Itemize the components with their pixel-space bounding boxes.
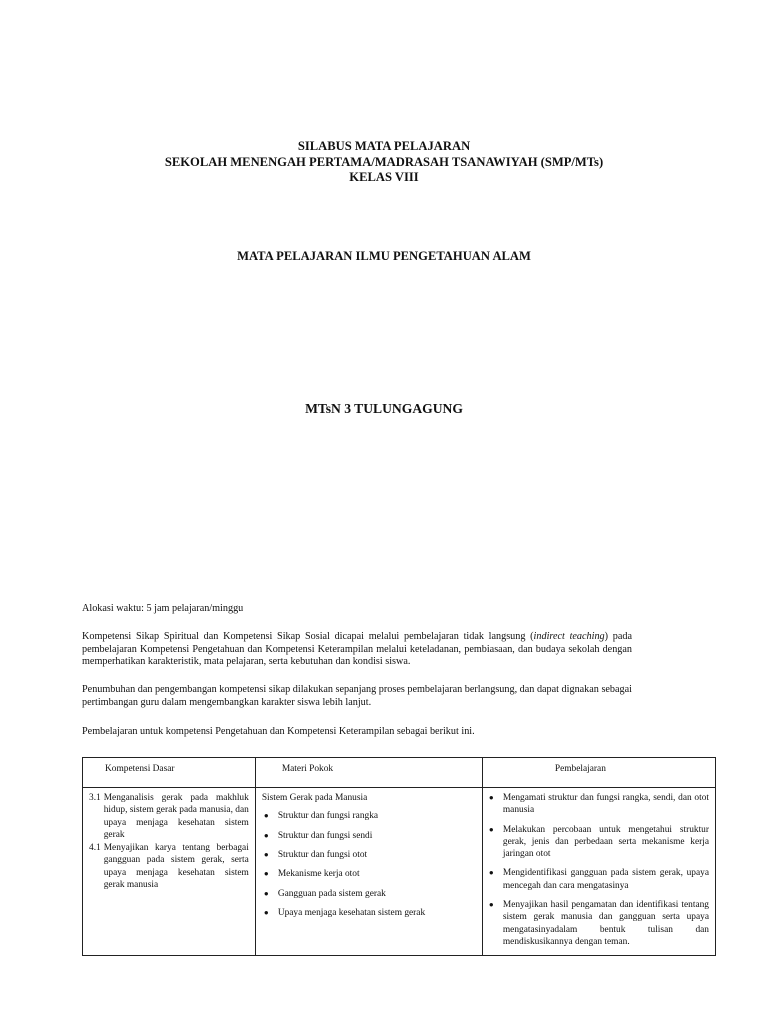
kompetensi-dasar-cell bbox=[83, 788, 256, 956]
bullet-icon: ● bbox=[263, 888, 269, 898]
list-item-text: Struktur dan fungsi otot bbox=[277, 850, 368, 861]
kd-number: 3.1 bbox=[89, 793, 101, 803]
header-kompetensi-dasar: Kompetensi Dasar bbox=[83, 758, 256, 788]
subject-title: MATA PELAJARAN ILMU PENGETAHUAN ALAM bbox=[237, 249, 531, 263]
list-item-text: Mekanisme kerja otot bbox=[277, 869, 360, 880]
header-pembelajaran: Pembelajaran bbox=[482, 758, 715, 788]
bullet-icon: ● bbox=[488, 824, 494, 834]
list-item bbox=[262, 868, 476, 880]
paragraph-1-after: ) pada pembelajaran Kompetensi Pengetahuan dan Kompetensi Keterampilan melalui keteladanan, pembiasaan, dan budaya sekolah dengan memperhatikan karakteristik, mata pelajaran, serta kebutuhan dan kondisi siswa. bbox=[82, 631, 632, 668]
pembelajaran-cell bbox=[482, 788, 715, 956]
bullet-icon: ● bbox=[263, 908, 269, 918]
list-item bbox=[262, 888, 476, 900]
pembelajaran-list bbox=[487, 792, 709, 948]
materi-pokok-title: Sistem Gerak pada Manusia bbox=[261, 793, 368, 803]
list-item-text: Melakukan percobaan untuk mengetahui struktur gerak, jenis dan perbedaan serta mekanisme kerja jaringan otot bbox=[502, 824, 709, 860]
bullet-icon: ● bbox=[263, 811, 269, 821]
list-item-text: Mengidentifikasi gangguan pada sistem gerak, upaya mencegah dan cara mengatasinya bbox=[502, 868, 709, 891]
list-item bbox=[262, 849, 476, 861]
paragraph-attitude-growth: Penumbuhan dan pengembangan kompetensi sikap dilakukan sepanjang proses pembelajaran berlangsung, dan dapat dignakan sebagai pertimbangan guru dalam mengembangkan karakter siswa lebih lanjut. bbox=[82, 684, 632, 708]
syllabus-header bbox=[0, 139, 768, 186]
materi-pokok-list bbox=[262, 810, 476, 919]
materi-pokok-cell bbox=[255, 788, 482, 956]
paragraph-table-intro: Pembelajaran untuk kompetensi Pengetahuan dan Kompetensi Keterampilan sebagai berikut ini. bbox=[82, 726, 475, 737]
list-item bbox=[262, 810, 476, 822]
bullet-icon: ● bbox=[263, 869, 269, 879]
header-line-3: KELAS VIII bbox=[349, 170, 419, 184]
time-allocation: Alokasi waktu: 5 jam pelajaran/minggu bbox=[82, 603, 244, 614]
list-item bbox=[262, 830, 476, 842]
school-name: MTsN 3 TULUNGAGUNG bbox=[305, 401, 463, 416]
list-item bbox=[487, 899, 709, 948]
bullet-icon: ● bbox=[488, 868, 494, 878]
list-item bbox=[262, 907, 476, 919]
list-item-text: Struktur dan fungsi sendi bbox=[277, 830, 373, 841]
header-line-1: SILABUS MATA PELAJARAN bbox=[297, 139, 471, 153]
syllabus-table bbox=[82, 757, 716, 956]
list-item-text: Gangguan pada sistem gerak bbox=[277, 888, 386, 899]
paragraph-1-before: Kompetensi Sikap Spiritual dan Kompetensi Sikap Sosial dicapai melalui pembelajaran tidak langsung ( bbox=[82, 631, 534, 642]
list-item-text: Upaya menjaga kesehatan sistem gerak bbox=[277, 908, 426, 919]
list-item bbox=[487, 792, 709, 817]
list-item-text: Menyajikan hasil pengamatan dan identifikasi tentang sistem gerak manusia dan gangguan serta upaya mengatasinyadalam bentuk tulisan dan mendiskusikannya dengan teman. bbox=[502, 900, 709, 947]
paragraph-attitude-competence bbox=[82, 631, 632, 669]
kd-number: 4.1 bbox=[89, 843, 101, 854]
paragraph-1-italic-term: indirect teaching bbox=[533, 631, 605, 642]
kompetensi-dasar-item bbox=[89, 842, 249, 891]
list-item bbox=[487, 824, 709, 861]
bullet-icon: ● bbox=[263, 830, 269, 840]
bullet-icon: ● bbox=[263, 850, 269, 860]
list-item-text: Mengamati struktur dan fungsi rangka, sendi, dan otot manusia bbox=[502, 793, 709, 816]
kd-text: Menganalisis gerak pada makhluk hidup, sistem gerak pada manusia, dan upaya menjaga kesehatan sistem gerak bbox=[103, 793, 249, 840]
bullet-icon: ● bbox=[488, 900, 494, 910]
kompetensi-dasar-item bbox=[89, 792, 249, 841]
list-item-text: Struktur dan fungsi rangka bbox=[277, 811, 379, 822]
header-materi-pokok: Materi Pokok bbox=[255, 758, 482, 788]
header-line-2: SEKOLAH MENENGAH PERTAMA/MADRASAH TSANAWIYAH (SMP/MTs) bbox=[164, 154, 604, 169]
bullet-icon: ● bbox=[488, 793, 494, 802]
table-header-row bbox=[83, 758, 716, 788]
table-row bbox=[83, 788, 716, 956]
list-item bbox=[487, 867, 709, 892]
kd-text: Menyajikan karya tentang berbagai gangguan pada sistem gerak, serta upaya menjaga kesehatan sistem gerak manusia bbox=[103, 843, 249, 891]
